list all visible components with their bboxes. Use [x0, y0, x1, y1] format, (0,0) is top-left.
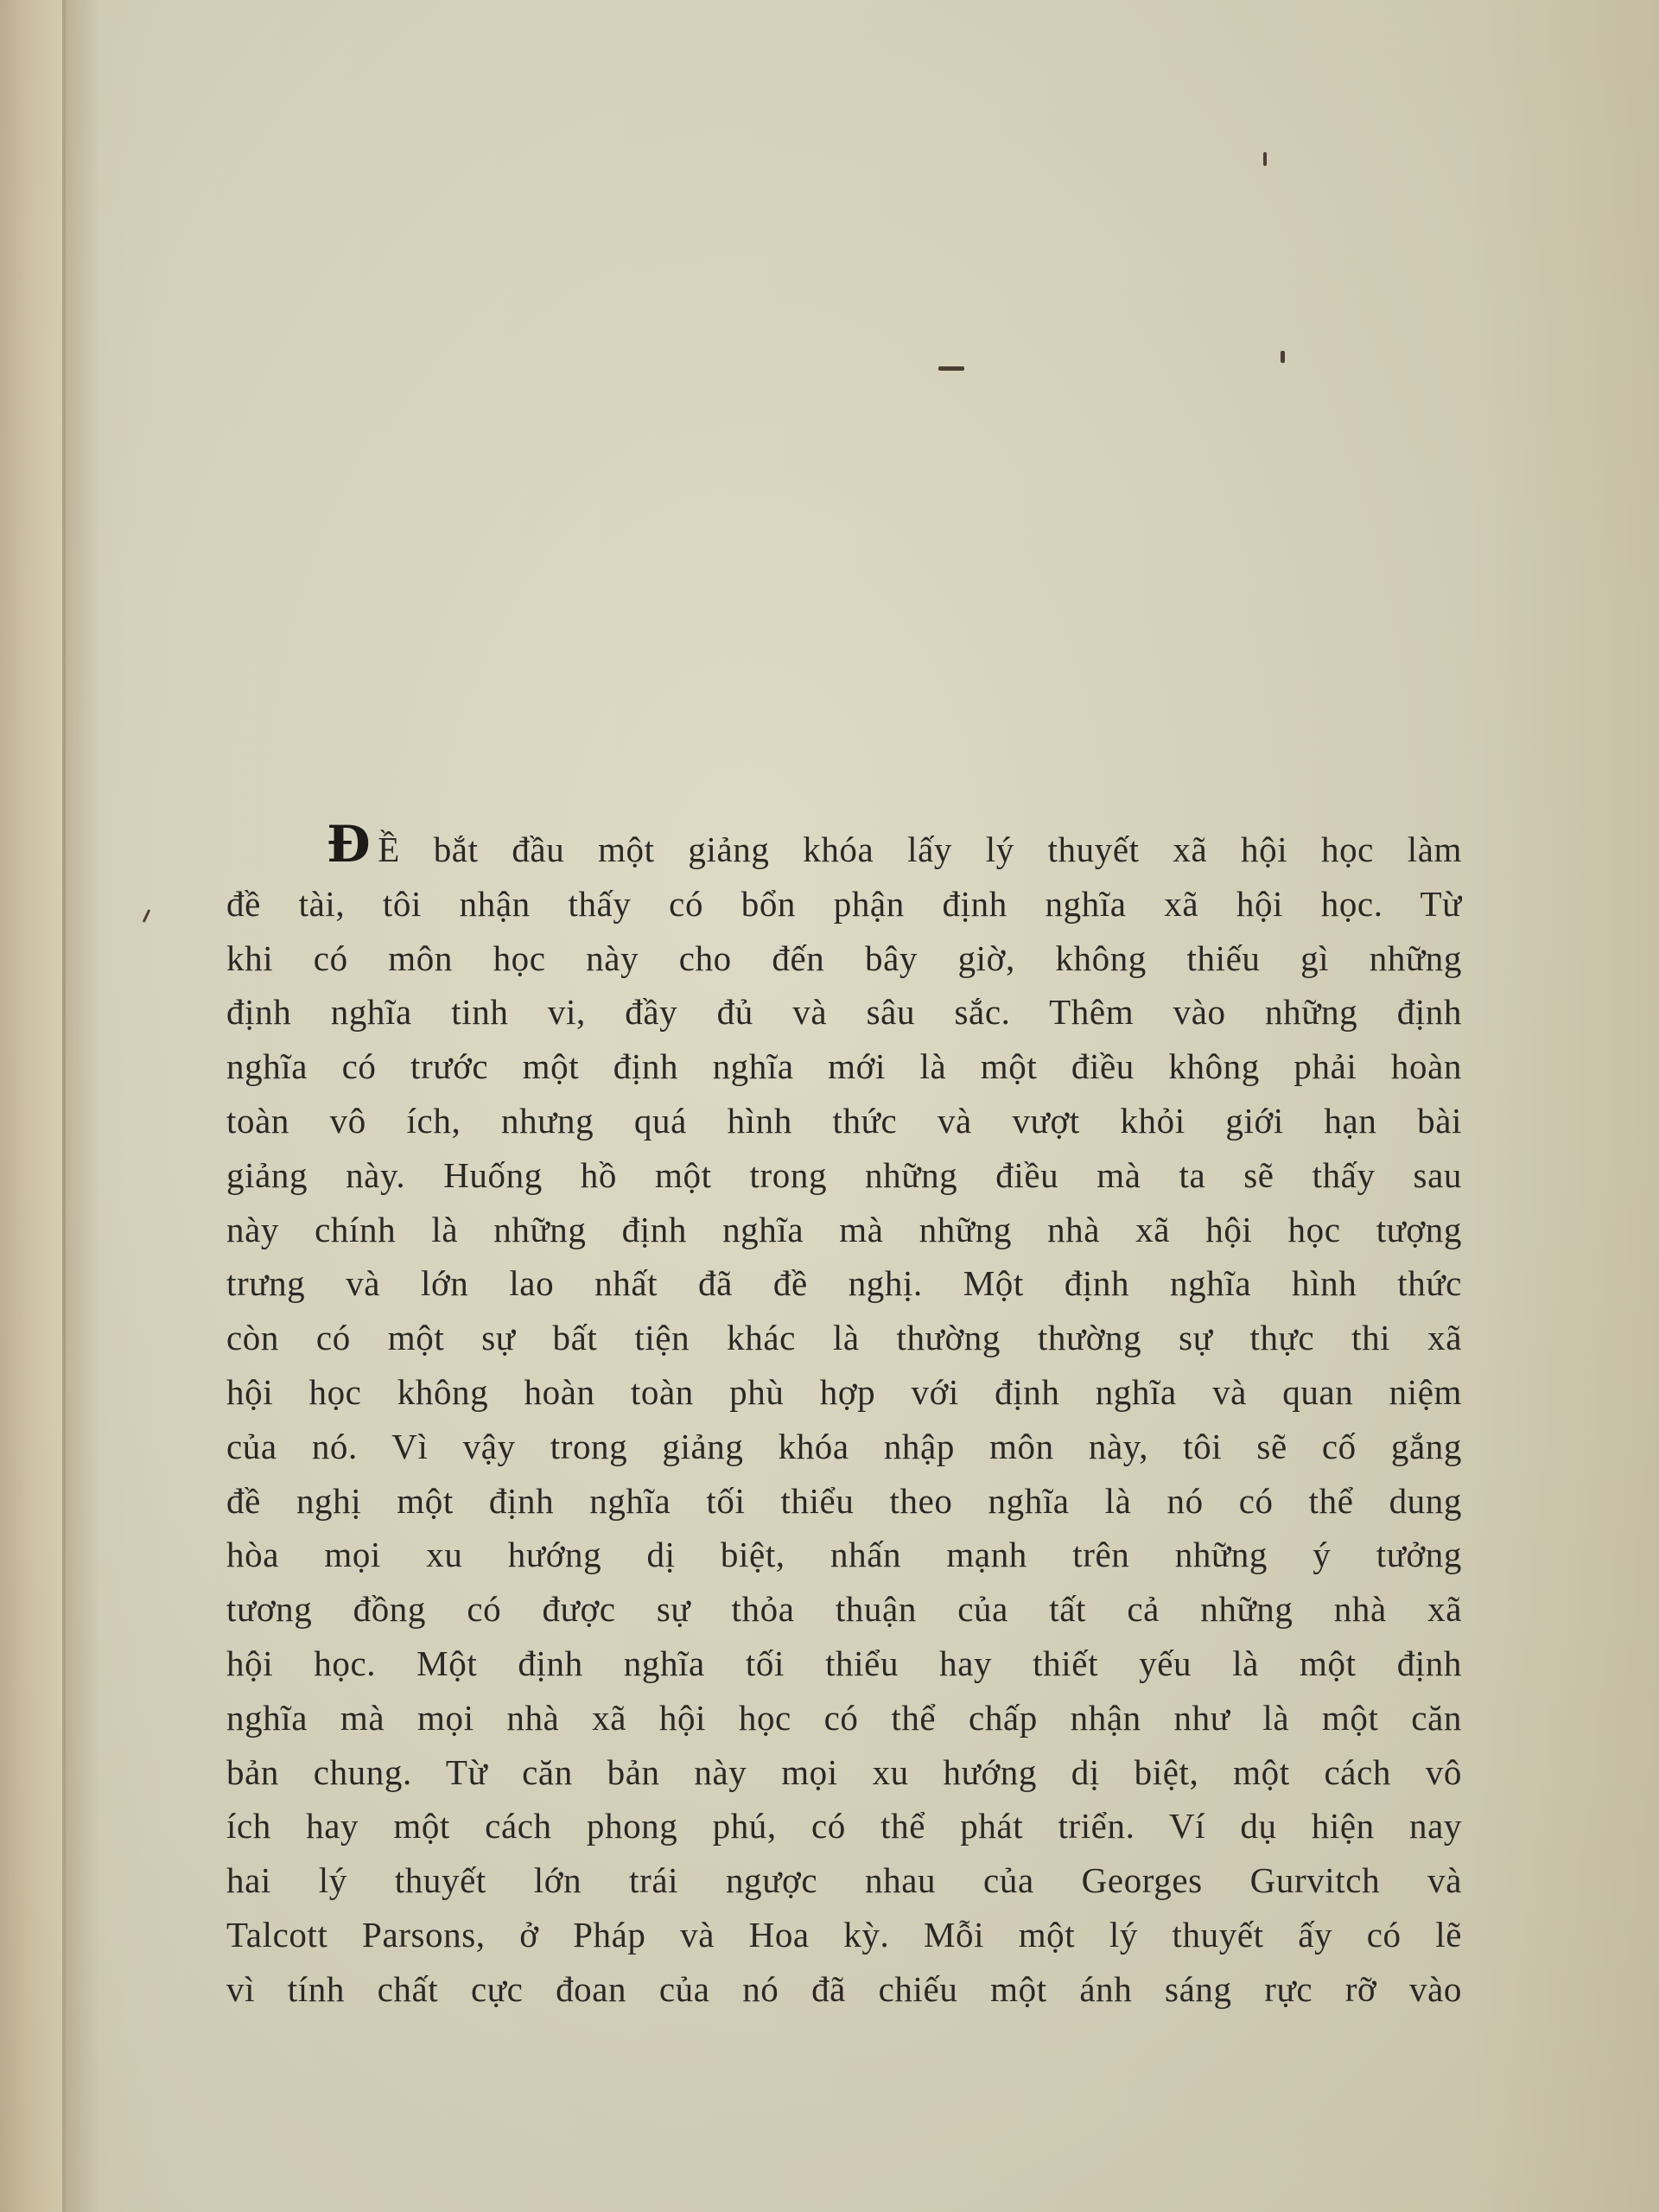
text-line-11: hội học không hoàn toàn phù hợp với định nghĩa và quan niệm	[226, 1371, 1462, 1412]
text-line-19: ích hay một cách phong phú, có thể phát triển. Ví dụ hiện nay	[226, 1806, 1462, 1847]
text-line-16: hội học. Một định nghĩa tối thiểu hay thiết yếu là một định	[226, 1643, 1462, 1683]
text-line-17: nghĩa mà mọi nhà xã hội học có thể chấp nhận như là một căn	[226, 1697, 1462, 1738]
ink-speck	[938, 366, 964, 371]
text-line-6: toàn vô ích, nhưng quá hình thức và vượt khỏi giới hạn bài	[226, 1100, 1462, 1141]
text-line-5: nghĩa có trước một định nghĩa mới là một điều không phải hoàn	[226, 1046, 1462, 1087]
text-line-7: giảng này. Huống hồ một trong những điều mà ta sẽ thấy sau	[226, 1154, 1462, 1195]
text-line-2: đề tài, tôi nhận thấy có bổn phận định nghĩa xã hội học. Từ	[226, 883, 1462, 924]
text-line-3: khi có môn học này cho đến bây giờ, không thiếu gì những	[226, 938, 1462, 978]
text-line-1-content: Ề bắt đầu một giảng khóa lấy lý thuyết xã hội học làm	[378, 830, 1462, 869]
text-line-15: tương đồng có được sự thỏa thuận của tất cả những nhà xã	[226, 1589, 1462, 1630]
spine-shadow	[66, 0, 100, 2212]
text-line-1	[226, 823, 1462, 877]
body-text	[226, 823, 1462, 2017]
ink-speck	[1281, 351, 1285, 363]
ink-speck	[143, 909, 150, 923]
text-line-14: hòa mọi xu hướng dị biệt, nhấn mạnh trên những ý tưởng	[226, 1535, 1462, 1575]
text-line-4: định nghĩa tinh vi, đầy đủ và sâu sắc. Thêm vào những định	[226, 992, 1462, 1033]
text-line-13: đề nghị một định nghĩa tối thiểu theo nghĩa là nó có thể dung	[226, 1480, 1462, 1521]
text-line-10: còn có một sự bất tiện khác là thường thường sự thực thi xã	[226, 1318, 1462, 1358]
text-line-8: này chính là những định nghĩa mà những nhà xã hội học tượng	[226, 1209, 1462, 1249]
text-line-22: vì tính chất cực đoan của nó đã chiếu một ánh sáng rực rỡ vào	[226, 1968, 1462, 2009]
text-line-12: của nó. Vì vậy trong giảng khóa nhập môn này, tôi sẽ cố gắng	[226, 1426, 1462, 1466]
text-line-18: bản chung. Từ căn bản này mọi xu hướng dị biệt, một cách vô	[226, 1751, 1462, 1792]
text-line-21: Talcott Parsons, ở Pháp và Hoa kỳ. Mỗi một lý thuyết ấy có lẽ	[226, 1914, 1462, 1955]
text-line-9: trưng và lớn lao nhất đã đề nghị. Một định nghĩa hình thức	[226, 1263, 1462, 1304]
text-line-20: hai lý thuyết lớn trái ngược nhau của Georges Gurvitch và	[226, 1860, 1462, 1901]
drop-cap: Đ	[327, 823, 372, 874]
ink-speck	[1263, 152, 1267, 166]
